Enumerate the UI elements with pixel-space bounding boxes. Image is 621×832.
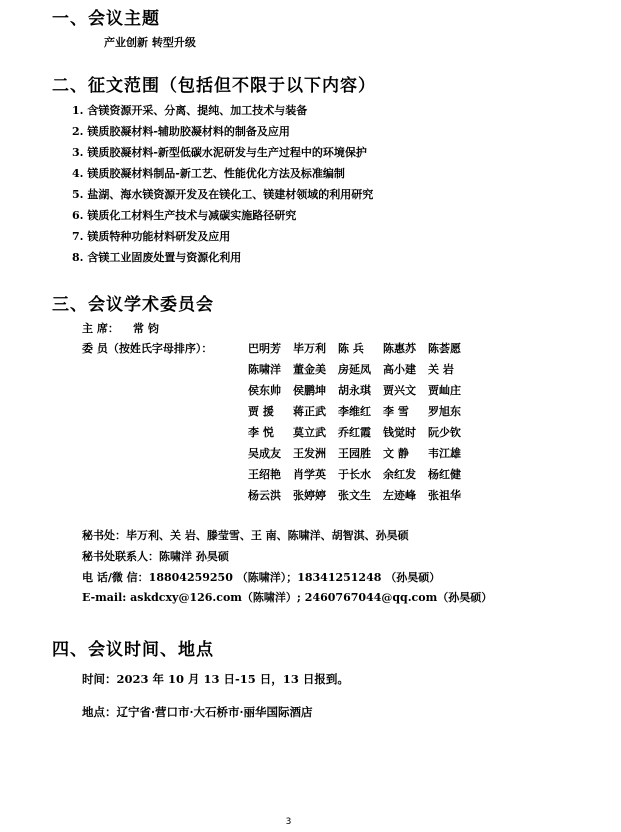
section2-heading: 二、征文范围（包括但不限于以下内容）: [52, 76, 376, 96]
member-name: 陈 兵: [338, 342, 364, 355]
member-name: 韦江雄: [428, 447, 461, 460]
conference-theme: 产业创新 转型升级: [104, 36, 196, 49]
member-name: 陈惠苏: [383, 342, 416, 355]
members-row-8: [248, 487, 473, 503]
section3-heading: 三、会议学术委员会: [52, 295, 214, 315]
member-name: 张祖华: [428, 489, 461, 502]
member-name: 李 雪: [383, 405, 409, 418]
member-name: 杨红健: [428, 468, 461, 481]
member-name: 贾兴文: [383, 384, 416, 397]
topic-item-6: 6. 镁质化工材料生产技术与减碳实施路径研究: [72, 209, 297, 222]
phone-line: 电 话/微 信：18804259250 （陈啸洋）；18341251248 （孙昊硕）: [82, 571, 441, 584]
topic-item-3: 3. 镁质胶凝材料-新型低碳水泥研发与生产过程中的环境保护: [72, 146, 367, 159]
member-name: 高小建: [383, 363, 416, 376]
member-name: 阮少钦: [428, 426, 461, 439]
members-row-2: [248, 361, 473, 377]
section1-heading: 一、会议主题: [52, 9, 160, 29]
topic-item-1: 1. 含镁资源开采、分离、提纯、加工技术与装备: [72, 104, 308, 117]
email-line: E-mail: askdcxy@126.com（陈啸洋）; 2460767044@qq.com（孙昊硕）: [82, 591, 493, 604]
member-name: 贾 援: [248, 405, 274, 418]
members-label: 委 员（按姓氏字母排序）：: [82, 342, 213, 355]
meeting-time: 时间：2023 年 10 月 13 日-15 日，13 日报到。: [82, 672, 349, 686]
member-name: 罗旭东: [428, 405, 461, 418]
member-name: 陈啸洋: [248, 363, 281, 376]
members-row-3: [248, 382, 473, 398]
members-row-6: [248, 445, 473, 461]
topic-item-7: 7. 镁质特种功能材料研发及应用: [72, 230, 231, 243]
members-row-7: [248, 466, 473, 482]
chair-label: 主 席：: [82, 322, 119, 335]
members-row-1: [248, 340, 473, 356]
member-name: 张婷婷: [293, 489, 326, 502]
member-name: 蒋正武: [293, 405, 326, 418]
member-name: 陈荟愿: [428, 342, 461, 355]
topic-item-2: 2. 镁质胶凝材料-辅助胶凝材料的制备及应用: [72, 125, 290, 138]
member-name: 文 静: [383, 447, 409, 460]
member-name: 余红发: [383, 468, 416, 481]
topic-item-4: 4. 镁质胶凝材料制品-新工艺、性能优化方法及标准编制: [72, 167, 345, 180]
member-name: 张文生: [338, 489, 371, 502]
contact-line: 秘书处联系人：陈啸洋 孙昊硕: [82, 550, 229, 563]
member-name: 贾屾庄: [428, 384, 461, 397]
secretariat-line: 秘书处：毕万利、关 岩、滕莹雪、王 南、陈啸洋、胡智淇、孙昊硕: [82, 529, 409, 542]
members-row-5: [248, 424, 473, 440]
member-name: 乔红霞: [338, 426, 371, 439]
member-name: 于长水: [338, 468, 371, 481]
topic-item-8: 8. 含镁工业固废处置与资源化利用: [72, 251, 242, 264]
member-name: 莫立武: [293, 426, 326, 439]
member-name: 李 悦: [248, 426, 274, 439]
member-name: 王绍艳: [248, 468, 281, 481]
member-name: 关 岩: [428, 363, 454, 376]
member-name: 李维红: [338, 405, 371, 418]
member-name: 左迹峰: [383, 489, 416, 502]
member-name: 侯东帅: [248, 384, 281, 397]
members-row-4: [248, 403, 473, 419]
member-name: 杨云洪: [248, 489, 281, 502]
member-name: 房延凤: [338, 363, 371, 376]
member-name: 王园胜: [338, 447, 371, 460]
meeting-place: 地点：辽宁省·营口市·大石桥市·丽华国际酒店: [82, 705, 313, 719]
section4-heading: 四、会议时间、地点: [52, 640, 214, 660]
member-name: 钱觉时: [383, 426, 416, 439]
member-name: 王发洲: [293, 447, 326, 460]
member-name: 巴明芳: [248, 342, 281, 355]
topic-item-5: 5. 盐湖、海水镁资源开发及在镁化工、镁建材领域的利用研究: [72, 188, 374, 201]
chair-name: 常 钧: [133, 322, 159, 335]
member-name: 胡永琪: [338, 384, 371, 397]
member-name: 侯鹏坤: [293, 384, 326, 397]
member-name: 吴成友: [248, 447, 281, 460]
member-name: 毕万利: [293, 342, 326, 355]
member-name: 肖学英: [293, 468, 326, 481]
page-number: 3: [285, 817, 292, 827]
member-name: 董金美: [293, 363, 326, 376]
